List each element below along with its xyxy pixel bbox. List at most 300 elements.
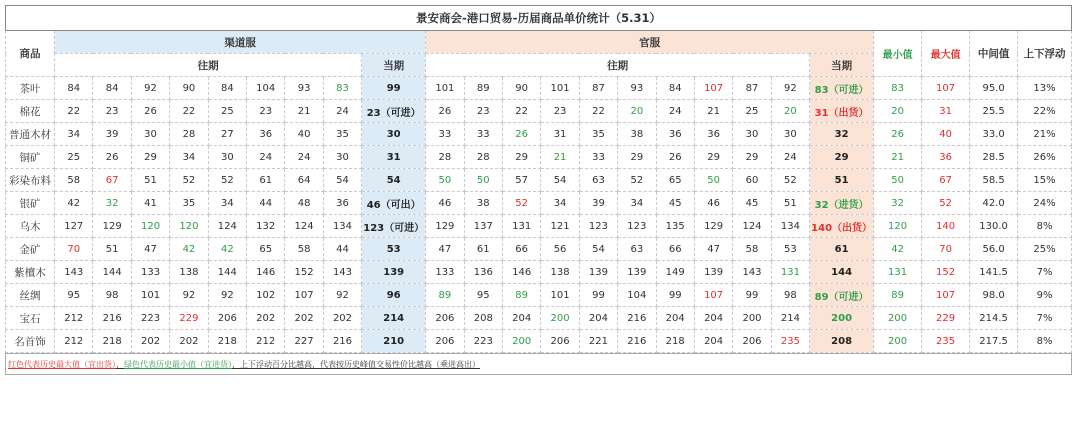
channel-past-price: 25 [55,146,93,169]
table-row [6,330,1072,353]
official-past-price: 39 [579,192,617,215]
channel-past-price: 23 [247,100,285,123]
channel-past-price: 218 [208,330,246,353]
channel-past-price: 35 [323,123,361,146]
official-past-price: 31 [541,123,579,146]
official-past-price: 58 [733,238,771,261]
official-past-price: 45 [656,192,694,215]
official-past-price: 50 [694,169,732,192]
product-name: 银矿 [6,192,55,215]
official-past-price: 26 [656,146,694,169]
official-current-price: 29 [810,146,874,169]
channel-current-price: 96 [362,284,426,307]
official-past-price: 123 [579,215,617,238]
max-value: 107 [922,77,970,100]
official-past-price: 99 [733,284,771,307]
channel-past-price: 42 [208,238,246,261]
min-value: 83 [874,77,922,100]
table-row [6,77,1072,100]
channel-past-price: 29 [131,146,169,169]
table-row [6,307,1072,330]
fluct-value: 8% [1018,330,1072,353]
official-past-price: 38 [618,123,656,146]
channel-past-price: 92 [323,284,361,307]
official-past-price: 50 [426,169,464,192]
official-past-price: 51 [771,192,809,215]
median-value: 42.0 [970,192,1018,215]
official-past-price: 46 [426,192,464,215]
channel-past-price: 92 [208,284,246,307]
official-past-price: 134 [771,215,809,238]
header-row-1 [6,31,1072,54]
official-past-price: 34 [541,192,579,215]
official-past-price: 200 [733,307,771,330]
channel-past-price: 124 [285,215,323,238]
channel-past-price: 212 [55,330,93,353]
official-past-price: 99 [656,284,694,307]
official-current-price: 140（出货） [810,215,874,238]
min-value: 21 [874,146,922,169]
official-past-price: 208 [464,307,502,330]
channel-current-price: 53 [362,238,426,261]
fluct-value: 21% [1018,123,1072,146]
channel-past-price: 202 [170,330,208,353]
official-past-price: 28 [426,146,464,169]
official-past-price: 93 [618,77,656,100]
channel-past-price: 30 [208,146,246,169]
official-past-price: 20 [771,100,809,123]
max-header: 最大值 [922,31,970,77]
official-past-price: 89 [502,284,540,307]
official-past-price: 29 [502,146,540,169]
channel-past-price: 134 [323,215,361,238]
min-value: 42 [874,238,922,261]
official-past-price: 24 [656,100,694,123]
official-past-price: 121 [541,215,579,238]
official-past-price: 218 [656,330,694,353]
channel-past-price: 120 [170,215,208,238]
official-header: 官服 [426,31,874,54]
price-table [5,5,1072,353]
median-value: 56.0 [970,238,1018,261]
product-name: 丝绸 [6,284,55,307]
official-past-price: 124 [733,215,771,238]
channel-current-price: 99 [362,77,426,100]
channel-past-price: 24 [285,146,323,169]
channel-past-price: 90 [170,77,208,100]
channel-past-price: 98 [93,284,131,307]
min-value: 32 [874,192,922,215]
official-past-price: 204 [502,307,540,330]
channel-current-price: 214 [362,307,426,330]
sheet-title: 景安商会-港口贸易-历届商品单价统计（5.31） [6,6,1072,31]
channel-past-price: 22 [170,100,208,123]
channel-past-price: 40 [285,123,323,146]
official-past-price: 206 [426,307,464,330]
channel-past-price: 70 [55,238,93,261]
channel-past-price: 202 [323,307,361,330]
table-row [6,238,1072,261]
official-past-price: 20 [618,100,656,123]
official-past-price: 65 [656,169,694,192]
official-past-price: 206 [733,330,771,353]
channel-past-price: 30 [323,146,361,169]
product-name: 名首饰 [6,330,55,353]
fluct-value: 13% [1018,77,1072,100]
official-past-price: 216 [618,330,656,353]
channel-past-price: 64 [285,169,323,192]
channel-header: 渠道服 [55,31,426,54]
official-current-price: 208 [810,330,874,353]
official-past-price: 52 [771,169,809,192]
official-past-price: 137 [464,215,502,238]
official-past-price: 99 [579,284,617,307]
official-past-price: 101 [426,77,464,100]
footnote-red: 红色代表历史最大值（宜出货） [8,359,116,369]
official-past-price: 92 [771,77,809,100]
official-past-price: 139 [579,261,617,284]
channel-past-price: 202 [131,330,169,353]
official-past-price: 63 [579,169,617,192]
table-row [6,100,1072,123]
median-value: 58.5 [970,169,1018,192]
official-past-price: 45 [733,192,771,215]
channel-past-price: 216 [93,307,131,330]
official-past-price: 33 [579,146,617,169]
official-past-price: 36 [656,123,694,146]
channel-past-price: 48 [285,192,323,215]
official-past-price: 50 [464,169,502,192]
official-past-price: 29 [694,146,732,169]
channel-past-price: 28 [170,123,208,146]
channel-past-price: 84 [93,77,131,100]
channel-past-price: 144 [208,261,246,284]
max-value: 140 [922,215,970,238]
channel-past-price: 32 [93,192,131,215]
official-current-price: 51 [810,169,874,192]
channel-past-price: 52 [208,169,246,192]
fluct-value: 9% [1018,284,1072,307]
channel-past-price: 93 [285,77,323,100]
official-past-price: 139 [694,261,732,284]
fluct-header: 上下浮动 [1018,31,1072,77]
official-past-price: 204 [694,330,732,353]
price-sheet [5,5,1072,375]
channel-past-price: 44 [323,238,361,261]
channel-past-price: 212 [55,307,93,330]
channel-past-price: 52 [170,169,208,192]
official-past-price: 133 [426,261,464,284]
channel-past-price: 21 [285,100,323,123]
max-value: 36 [922,146,970,169]
max-value: 52 [922,192,970,215]
product-name: 普通木材 [6,123,55,146]
channel-past-price: 146 [247,261,285,284]
official-past-price: 28 [464,146,502,169]
official-past-price: 139 [618,261,656,284]
table-row [6,215,1072,238]
channel-current-price: 23（可进） [362,100,426,123]
official-past-price: 223 [464,330,502,353]
median-value: 141.5 [970,261,1018,284]
product-name: 紫檀木 [6,261,55,284]
official-past-price: 206 [426,330,464,353]
channel-past-price: 23 [93,100,131,123]
official-past-price: 29 [733,146,771,169]
channel-past-price: 34 [170,146,208,169]
median-header: 中间值 [970,31,1018,77]
official-past-price: 216 [618,307,656,330]
channel-past-price: 83 [323,77,361,100]
official-current-price: 32 [810,123,874,146]
max-value: 70 [922,238,970,261]
channel-current-price: 210 [362,330,426,353]
max-value: 152 [922,261,970,284]
min-value: 131 [874,261,922,284]
max-value: 31 [922,100,970,123]
table-row [6,284,1072,307]
max-value: 107 [922,284,970,307]
official-current-price: 32（进货） [810,192,874,215]
channel-past-price: 27 [208,123,246,146]
channel-past-price: 216 [323,330,361,353]
official-past-header: 往期 [426,54,810,77]
channel-past-price: 127 [55,215,93,238]
official-past-price: 136 [464,261,502,284]
max-value: 67 [922,169,970,192]
min-value: 50 [874,169,922,192]
official-past-price: 98 [771,284,809,307]
channel-past-price: 212 [247,330,285,353]
channel-past-price: 26 [131,100,169,123]
official-past-price: 129 [694,215,732,238]
official-past-price: 90 [502,77,540,100]
channel-past-price: 218 [93,330,131,353]
channel-current-price: 54 [362,169,426,192]
official-past-price: 22 [579,100,617,123]
channel-current-header: 当期 [362,54,426,77]
channel-past-price: 47 [131,238,169,261]
official-past-price: 38 [464,192,502,215]
official-past-price: 66 [656,238,694,261]
official-past-price: 52 [502,192,540,215]
median-value: 25.5 [970,100,1018,123]
table-row [6,261,1072,284]
median-value: 214.5 [970,307,1018,330]
channel-past-price: 42 [55,192,93,215]
channel-past-price: 44 [247,192,285,215]
footnote-row [6,354,1072,375]
official-past-price: 34 [618,192,656,215]
channel-past-price: 84 [55,77,93,100]
product-name: 彩染布料 [6,169,55,192]
min-value: 89 [874,284,922,307]
official-past-price: 221 [579,330,617,353]
channel-past-price: 104 [247,77,285,100]
official-past-price: 204 [579,307,617,330]
official-past-price: 26 [426,100,464,123]
channel-past-price: 107 [285,284,323,307]
official-current-price: 83（可进） [810,77,874,100]
channel-past-price: 129 [93,215,131,238]
median-value: 33.0 [970,123,1018,146]
channel-past-price: 152 [285,261,323,284]
official-past-price: 135 [656,215,694,238]
fluct-value: 22% [1018,100,1072,123]
channel-past-price: 36 [247,123,285,146]
channel-past-price: 58 [55,169,93,192]
official-past-price: 60 [733,169,771,192]
channel-past-price: 132 [247,215,285,238]
min-value: 200 [874,307,922,330]
channel-past-price: 133 [131,261,169,284]
channel-past-price: 202 [247,307,285,330]
table-row [6,192,1072,215]
channel-past-price: 61 [247,169,285,192]
channel-past-price: 51 [93,238,131,261]
official-past-price: 54 [541,169,579,192]
official-current-header: 当期 [810,54,874,77]
channel-past-price: 30 [131,123,169,146]
official-past-price: 200 [541,307,579,330]
official-past-price: 25 [733,100,771,123]
channel-past-price: 144 [93,261,131,284]
official-past-price: 87 [733,77,771,100]
official-past-price: 53 [771,238,809,261]
official-past-price: 61 [464,238,502,261]
official-past-price: 21 [694,100,732,123]
channel-past-price: 95 [55,284,93,307]
official-past-price: 33 [464,123,502,146]
official-past-price: 23 [541,100,579,123]
channel-past-price: 206 [208,307,246,330]
official-past-price: 146 [502,261,540,284]
official-past-price: 30 [733,123,771,146]
official-past-price: 54 [579,238,617,261]
official-past-price: 66 [502,238,540,261]
product-name: 金矿 [6,238,55,261]
official-past-price: 56 [541,238,579,261]
channel-past-price: 22 [55,100,93,123]
channel-past-price: 143 [55,261,93,284]
min-value: 120 [874,215,922,238]
official-past-price: 235 [771,330,809,353]
table-row [6,169,1072,192]
official-past-price: 138 [541,261,579,284]
fluct-value: 8% [1018,215,1072,238]
channel-past-price: 102 [247,284,285,307]
official-current-price: 89（可进） [810,284,874,307]
channel-past-price: 34 [55,123,93,146]
max-value: 229 [922,307,970,330]
official-past-price: 101 [541,284,579,307]
product-name: 棉花 [6,100,55,123]
official-past-price: 206 [541,330,579,353]
official-past-price: 47 [694,238,732,261]
product-name: 铜矿 [6,146,55,169]
footnote-rest: ，上下浮动百分比越高，代表按历史峰值交易性价比越高（乘进高出） [232,359,480,369]
official-past-price: 107 [694,77,732,100]
min-value: 200 [874,330,922,353]
official-past-price: 63 [618,238,656,261]
official-past-price: 131 [502,215,540,238]
channel-past-price: 34 [208,192,246,215]
official-current-price: 61 [810,238,874,261]
official-past-price: 129 [426,215,464,238]
channel-past-price: 92 [131,77,169,100]
table-row [6,123,1072,146]
official-past-price: 26 [502,123,540,146]
median-value: 98.0 [970,284,1018,307]
official-past-price: 24 [771,146,809,169]
median-value: 130.0 [970,215,1018,238]
official-past-price: 57 [502,169,540,192]
official-current-price: 144 [810,261,874,284]
channel-past-price: 124 [208,215,246,238]
fluct-value: 7% [1018,307,1072,330]
channel-past-price: 39 [93,123,131,146]
official-past-price: 204 [656,307,694,330]
official-past-price: 46 [694,192,732,215]
channel-past-price: 24 [323,100,361,123]
official-past-price: 123 [618,215,656,238]
channel-past-price: 41 [131,192,169,215]
official-past-price: 131 [771,261,809,284]
official-past-price: 22 [502,100,540,123]
channel-past-price: 35 [170,192,208,215]
channel-current-price: 31 [362,146,426,169]
product-name: 茶叶 [6,77,55,100]
official-past-price: 143 [733,261,771,284]
official-past-price: 200 [502,330,540,353]
product-name: 乌木 [6,215,55,238]
median-value: 28.5 [970,146,1018,169]
footnote-sep: ， [116,359,124,369]
min-value: 26 [874,123,922,146]
official-past-price: 33 [426,123,464,146]
fluct-value: 24% [1018,192,1072,215]
official-past-price: 89 [426,284,464,307]
channel-past-price: 202 [285,307,323,330]
footnote-green: 绿色代表历史最小值（宜进货） [124,359,232,369]
fluct-value: 26% [1018,146,1072,169]
channel-past-price: 120 [131,215,169,238]
official-past-price: 23 [464,100,502,123]
fluct-value: 7% [1018,261,1072,284]
fluct-value: 25% [1018,238,1072,261]
official-past-price: 21 [541,146,579,169]
official-past-price: 214 [771,307,809,330]
table-row [6,146,1072,169]
channel-past-price: 58 [285,238,323,261]
channel-past-price: 36 [323,192,361,215]
footnote [6,354,1072,375]
median-value: 95.0 [970,77,1018,100]
channel-past-price: 51 [131,169,169,192]
channel-past-price: 25 [208,100,246,123]
official-past-price: 204 [694,307,732,330]
official-past-price: 149 [656,261,694,284]
channel-past-price: 229 [170,307,208,330]
official-past-price: 30 [771,123,809,146]
channel-past-price: 54 [323,169,361,192]
channel-past-price: 101 [131,284,169,307]
product-header: 商品 [6,31,55,77]
channel-past-price: 65 [247,238,285,261]
official-past-price: 104 [618,284,656,307]
channel-current-price: 30 [362,123,426,146]
channel-past-price: 67 [93,169,131,192]
